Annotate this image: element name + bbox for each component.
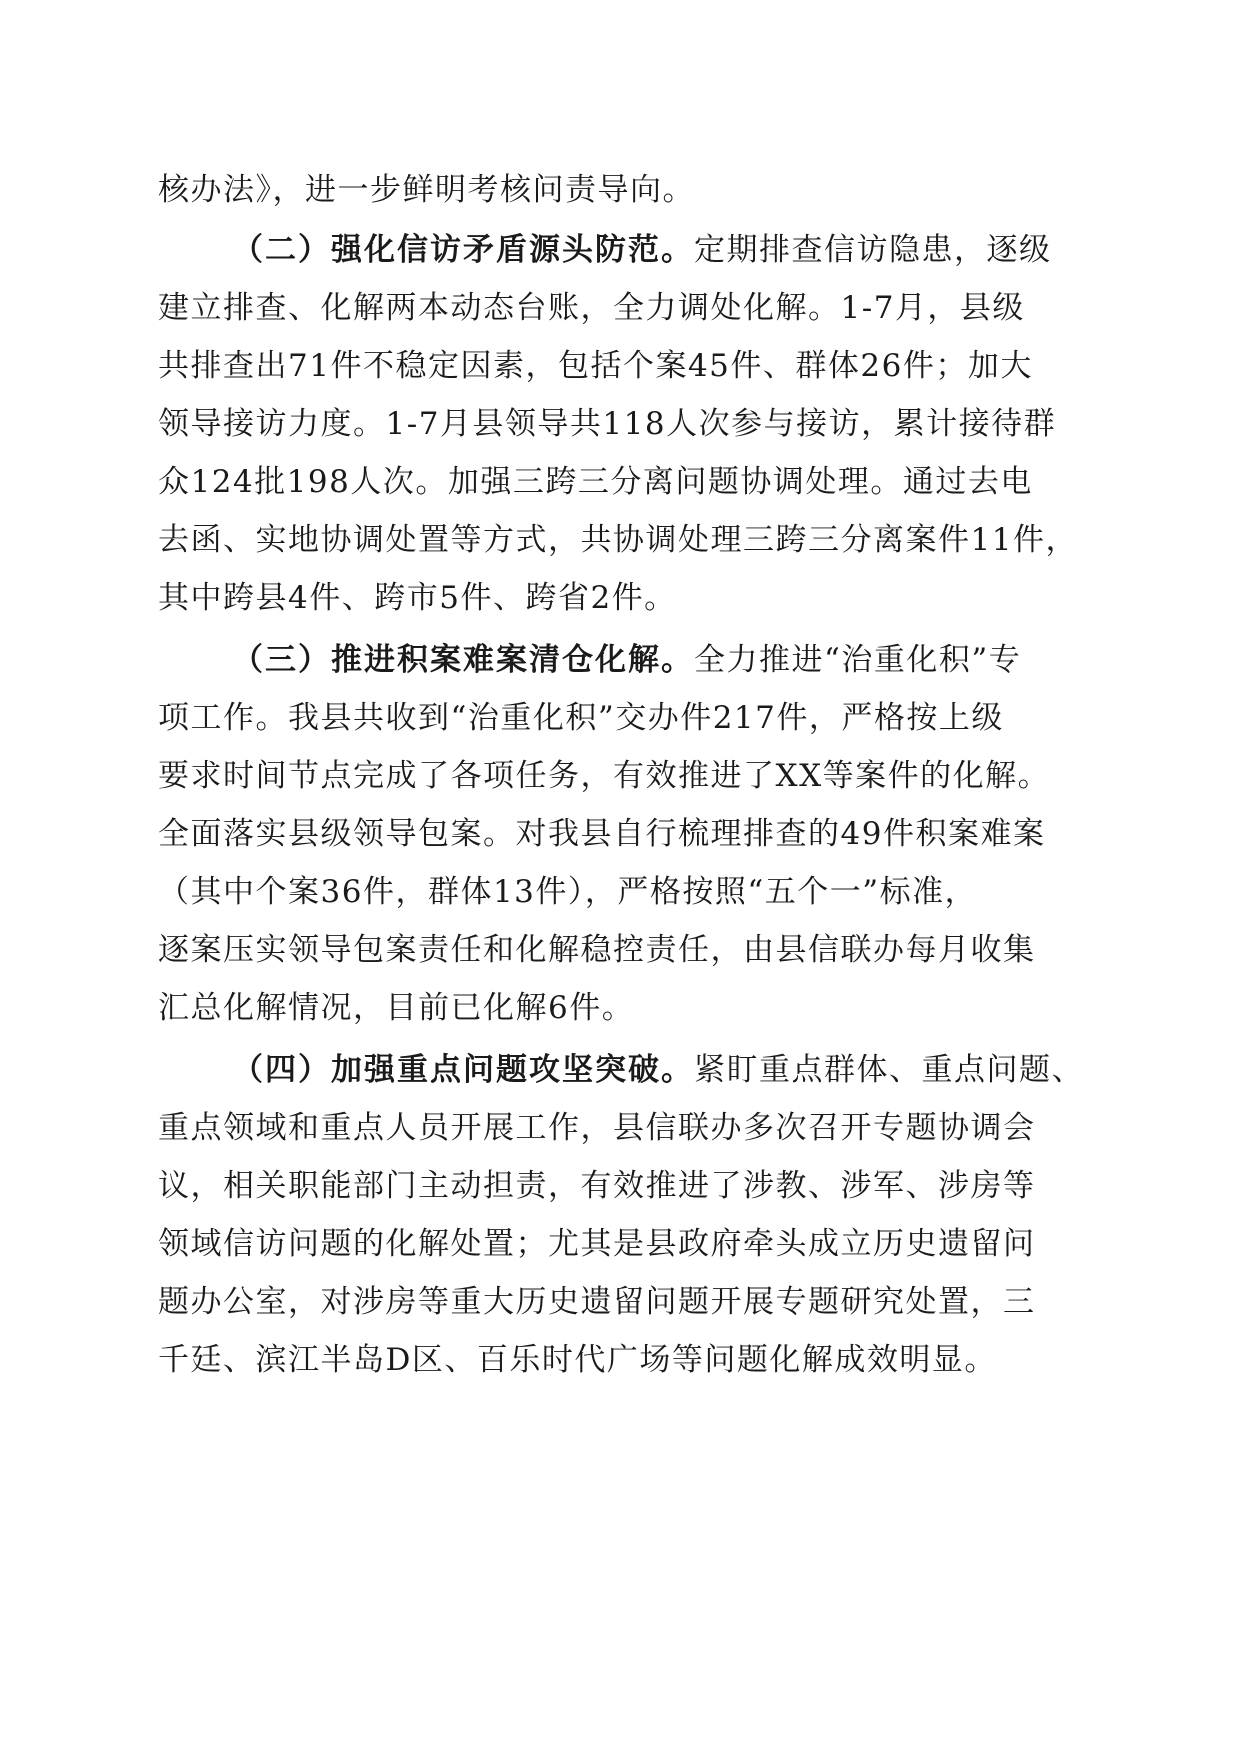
line-text: 领域信访问题的化解处置；尤其是县政府牵头成立历史遗留问 (158, 1226, 1036, 1262)
line-text: 全力推进“治重化积”专 (694, 642, 1022, 678)
section-heading: （四）加强重点问题攻坚突破。 (232, 1052, 694, 1088)
section-heading: （三）推进积案难案清仓化解。 (232, 642, 694, 678)
line-text: 定期排查信访隐患，逐级 (694, 232, 1052, 268)
line-text: 汇总化解情况，目前已化解6件。 (158, 990, 635, 1026)
text-line (158, 346, 1098, 386)
line-text: 议，相关职能部门主动担责，有效推进了涉教、涉军、涉房等 (158, 1168, 1036, 1204)
line-text: 项工作。我县共收到“治重化积”交办件217件，严格按上级 (158, 700, 1004, 736)
text-line (158, 872, 1098, 912)
line-text: 千廷、滨江半岛D区、百乐时代广场等问题化解成效明显。 (158, 1342, 997, 1378)
line-text: 题办公室，对涉房等重大历史遗留问题开展专题研究处置，三 (158, 1284, 1036, 1320)
line-text: （其中个案36件，群体13件），严格按照“五个一”标准， (158, 874, 978, 910)
line-text: 要求时间节点完成了各项任务，有效推进了XX等案件的化解。 (158, 758, 1051, 794)
line-text: 全面落实县级领导包案。对我县自行梳理排查的49件积案难案 (158, 816, 1046, 852)
text-line (158, 756, 1098, 796)
text-line (158, 462, 1098, 502)
text-line (158, 578, 1098, 618)
line-text: 重点领域和重点人员开展工作，县信联办多次召开专题协调会 (158, 1110, 1036, 1146)
line-text: 共排查出71件不稳定因素，包括个案45件、群体26件；加大 (158, 348, 1033, 384)
text-line (158, 930, 1098, 970)
line-text: 众124批198人次。加强三跨三分离问题协调处理。通过去电 (158, 464, 1033, 500)
text-line (158, 170, 1098, 210)
line-text: 去函、实地协调处置等方式，共协调处理三跨三分离案件11件， (158, 522, 1078, 558)
text-line (158, 988, 1098, 1028)
line-text: 领导接访力度。1-7月县领导共118人次参与接访，累计接待群 (158, 406, 1057, 442)
text-line (158, 1224, 1098, 1264)
text-line (158, 698, 1098, 738)
text-line (158, 404, 1098, 444)
line-text: 核办法》，进一步鲜明考核问责导向。 (158, 172, 695, 208)
text-line (158, 288, 1098, 328)
text-line (158, 520, 1098, 560)
paragraph-start (232, 1050, 1172, 1090)
text-line (158, 1108, 1098, 1148)
line-text: 其中跨县4件、跨市5件、跨省2件。 (158, 580, 677, 616)
paragraph-start (232, 230, 1172, 270)
line-text: 逐案压实领导包案责任和化解稳控责任，由县信联办每月收集 (158, 932, 1036, 968)
text-line (158, 1340, 1098, 1380)
paragraph-start (232, 640, 1172, 680)
text-line (158, 1282, 1098, 1322)
line-text: 紧盯重点群体、重点问题、 (694, 1052, 1084, 1088)
line-text: 建立排查、化解两本动态台账，全力调处化解。1-7月，县级 (158, 290, 1025, 326)
text-line (158, 1166, 1098, 1206)
text-line (158, 814, 1098, 854)
section-heading: （二）强化信访矛盾源头防范。 (232, 232, 694, 268)
